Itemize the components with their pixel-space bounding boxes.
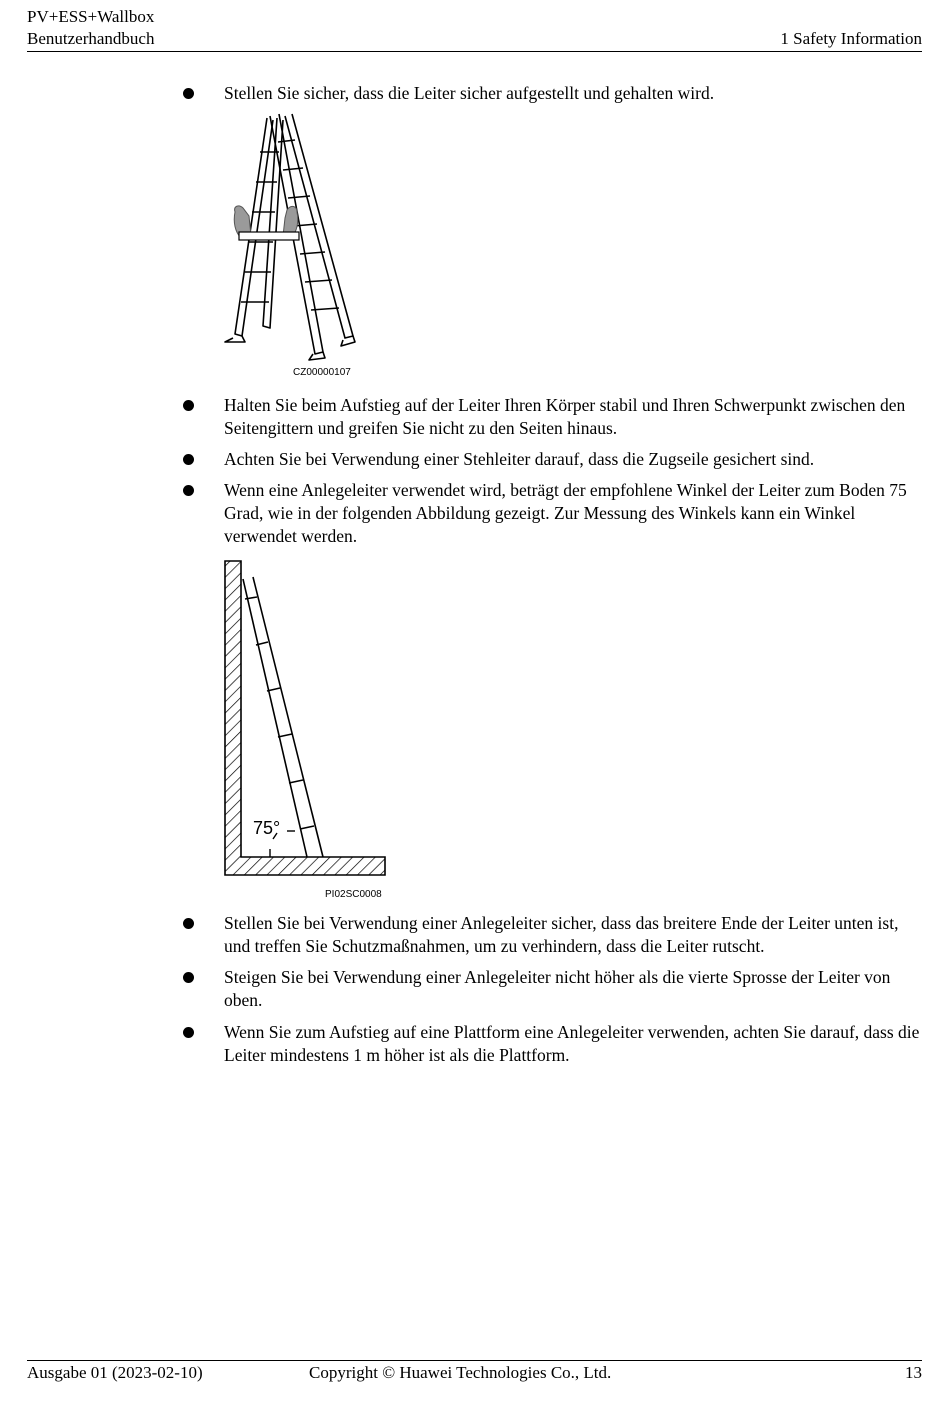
header-product: PV+ESS+Wallbox (27, 7, 155, 26)
lean-ladder-figure (215, 553, 395, 903)
list-item (224, 1021, 924, 1067)
list-item-text: Stellen Sie sicher, dass die Leiter sicher aufgestellt und gehalten wird. (224, 83, 715, 103)
stepladder-code: CZ00000107 (293, 367, 351, 378)
list-item-text: Stellen Sie bei Verwendung einer Anlegeleiter sicher, dass das breitere Ende der Leiter unten ist, und treffen Sie Schutzmaßnahmen, um zu verhindern, dass die Leiter rutscht. (224, 913, 899, 956)
list-item-text: Halten Sie beim Aufstieg auf der Leiter Ihren Körper stabil und Ihren Schwerpunkt zwischen den Seitengittern und greifen Sie nicht zu den Seiten hinaus. (224, 395, 906, 438)
list-item-text: Wenn eine Anlegeleiter verwendet wird, beträgt der empfohlene Winkel der Leiter zum Boden 75 Grad, wie in der folgenden Abbildung gezeigt. Zur Messung des Winkels kann ein Winkel verwendet werden. (224, 480, 907, 546)
list-item (224, 912, 924, 958)
list-item (224, 394, 924, 440)
bullet-dot (183, 972, 194, 983)
footer-rule (27, 1360, 922, 1361)
bullet-dot (183, 1027, 194, 1038)
list-item (224, 479, 924, 548)
footer-edition: Ausgabe 01 (2023-02-10) (27, 1363, 203, 1382)
footer-copyright: Copyright © Huawei Technologies Co., Ltd. (309, 1363, 612, 1382)
header-rule (27, 51, 922, 52)
list-item (224, 966, 924, 1012)
angle-label: 75° (253, 818, 281, 838)
bullet-dot (183, 88, 194, 99)
lean-ladder-code: PI02SC0008 (325, 889, 382, 900)
header-section: 1 Safety Information (780, 29, 922, 48)
stepladder-figure (215, 112, 375, 382)
bullet-dot (183, 918, 194, 929)
bullet-dot (183, 400, 194, 411)
list-item-text: Steigen Sie bei Verwendung einer Anlegeleiter nicht höher als die vierte Sprosse der Leiter von oben. (224, 967, 891, 1010)
list-item-text: Wenn Sie zum Aufstieg auf eine Plattform eine Anlegeleiter verwenden, achten Sie darauf, dass die Leiter mindestens 1 m höher ist als die Plattform. (224, 1022, 920, 1065)
list-item (224, 448, 924, 471)
list-item (224, 82, 924, 105)
header-manual: Benutzerhandbuch (27, 29, 155, 48)
page-number: 13 (905, 1363, 922, 1382)
list-item-text: Achten Sie bei Verwendung einer Stehleiter darauf, dass die Zugseile gesichert sind. (224, 449, 815, 469)
bullet-dot (183, 454, 194, 465)
header-left (27, 6, 154, 50)
bullet-dot (183, 485, 194, 496)
